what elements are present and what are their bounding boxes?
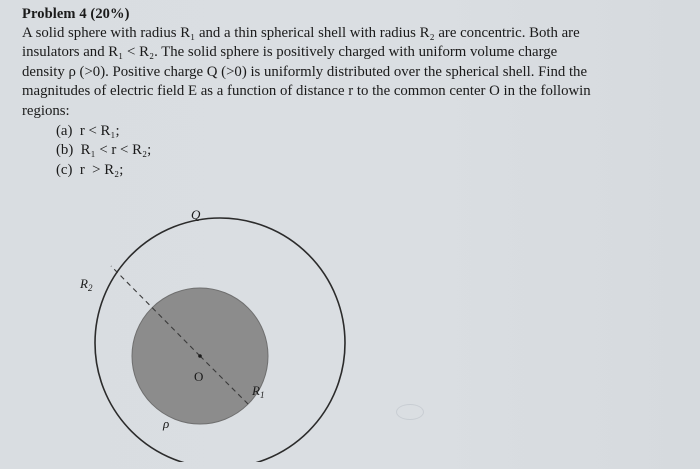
label-Q: Q	[191, 207, 201, 222]
label-R1: $R_1$	[252, 383, 265, 400]
sub-question-c: (c) r > R₂;	[56, 161, 124, 178]
problem-statement-line-4: magnitudes of electric field E as a function of distance r to the common center O in the followin	[22, 83, 591, 100]
problem-statement-line-3: density ρ (>0). Positive charge Q (>0) is uniformly distributed over the spherical shell. Find the	[22, 63, 588, 80]
label-O: O	[194, 369, 204, 384]
problem-statement-line-5: regions:	[22, 103, 70, 120]
label-rho: ρ	[163, 416, 170, 431]
problem-title: Problem 4 (20%)	[22, 6, 130, 22]
problem-statement-line-1: A solid sphere with radius R₁ and a thin spherical shell with radius R₂ are concentric. Both are	[22, 24, 580, 41]
center-point	[198, 354, 202, 358]
problem-text-block	[22, 6, 694, 180]
sub-question-a: (a) r < R₁;	[56, 122, 120, 139]
problem-statement-line-2: insulators and R₁ < R₂. The solid sphere is positively charged with uniform volume charge	[22, 44, 558, 61]
label-R2: $R_2$	[80, 276, 93, 293]
concentric-sphere-figure	[30, 196, 460, 462]
page-artifact	[396, 404, 424, 420]
sub-question-b: (b) R₁ < r < R₂;	[56, 142, 152, 159]
